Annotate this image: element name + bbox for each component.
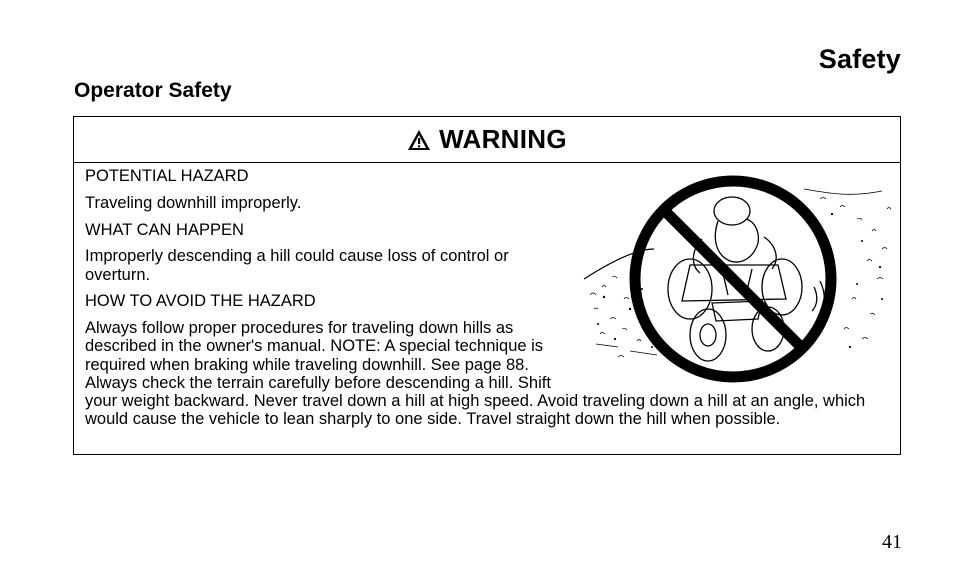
section-title: Safety [818, 44, 901, 74]
potential-hazard-text: Traveling downhill improperly. [85, 193, 302, 212]
what-can-happen-label: WHAT CAN HAPPEN [85, 220, 244, 239]
warning-header [74, 117, 900, 163]
prohibited-atv-downhill-icon [582, 169, 900, 387]
how-to-avoid-text: Always follow proper procedures for traveling down hills as described in the owner's manual. NOTE: A special technique is required when braking while traveling downhill. See page 88. Always check the terrain carefully before descending a hill. Shift your weight backward. Never travel down a hill at high speed. Avoid traveling down a hill at an angle, which would cause the vehicle to lean sharply to one side. Travel straight down the hill when possible. [85, 319, 866, 429]
page-number: 41 [882, 531, 902, 553]
what-can-happen-text: Improperly descending a hill could cause loss of control or overturn. [85, 247, 509, 284]
warning-body [74, 163, 900, 428]
subsection-title: Operator Safety [74, 79, 232, 102]
warning-box [73, 116, 901, 455]
potential-hazard-label: POTENTIAL HAZARD [85, 167, 249, 185]
how-to-avoid-label: HOW TO AVOID THE HAZARD [85, 292, 316, 311]
warning-title: WARNING [439, 124, 567, 154]
warning-triangle-icon [407, 129, 431, 151]
